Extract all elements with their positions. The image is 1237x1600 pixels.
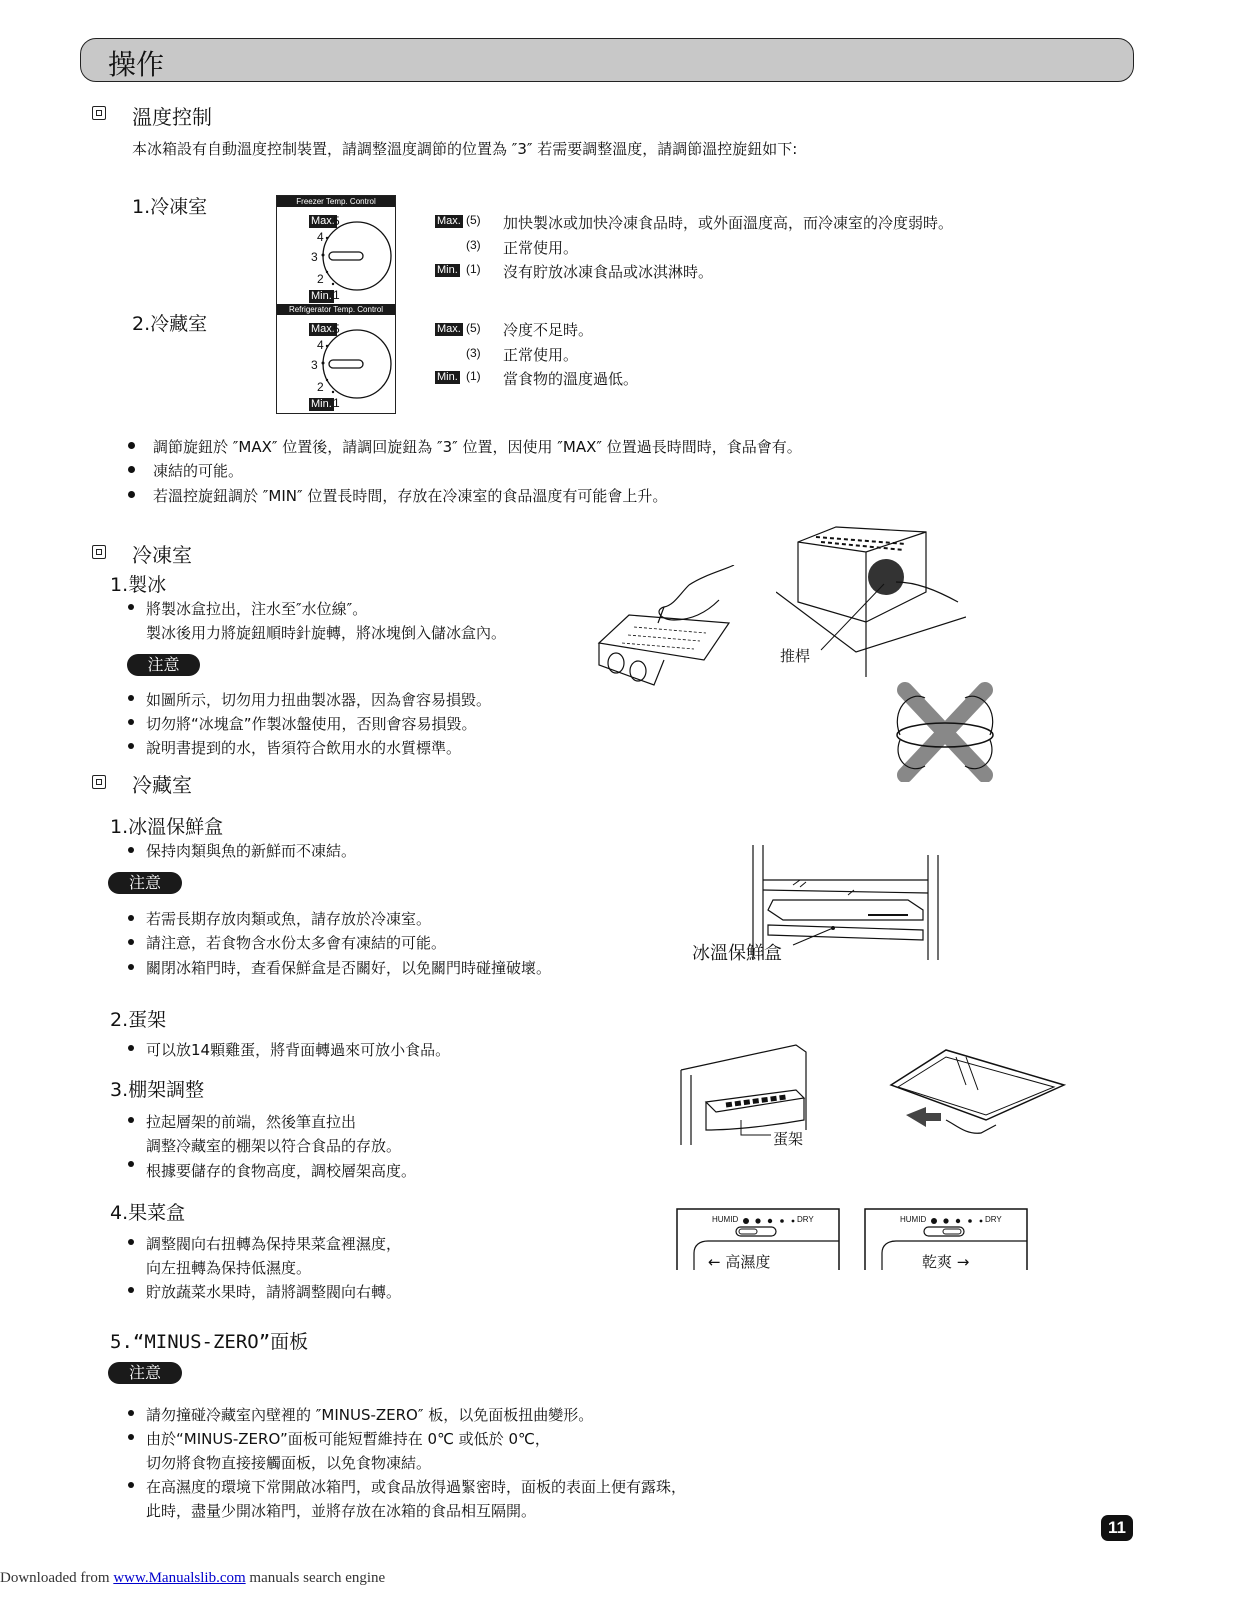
ice-line-1: 將製冰盒拉出，注水至″水位線″。 [146, 600, 368, 618]
chilled-note-2: 請注意，若食物含水份太多會有凍結的可能。 [146, 934, 447, 952]
refrigerator-row3-text: 當食物的溫度過低。 [503, 370, 639, 388]
chilled-box-line: 保持肉類與魚的新鮮而不凍結。 [146, 842, 357, 860]
dry-label: DRY [797, 1215, 814, 1224]
humid-label: HUMID [900, 1215, 927, 1224]
minus-zero-bullet-2a: 由於“MINUS-ZERO”面板可能短暫維持在 0℃ 或低於 0℃， [146, 1430, 550, 1448]
freezer-row1-level: (5) [466, 213, 481, 227]
ice-note-3: 說明書提到的水，皆須符合飲用水的水質標準。 [146, 739, 462, 757]
refrigerator-panel-title: Refrigerator Temp. Control [277, 304, 395, 315]
bullet-icon [128, 1287, 134, 1293]
crisper-line-2: 向左扭轉為保持低濕度。 [146, 1259, 312, 1277]
bullet-icon [128, 491, 135, 498]
temp-bullet-2: 凍結的可能。 [153, 462, 244, 480]
caution-badge: 注意 [108, 872, 182, 894]
shelf-line-2: 調整冷藏室的棚架以符合食品的存放。 [146, 1137, 402, 1155]
footer-prefix: Downloaded from [0, 1570, 114, 1586]
shelf-line-3: 根據要儲存的食物高度，調校層架高度。 [146, 1162, 417, 1180]
chilled-box-label: 冰溫保鮮盒 [692, 943, 782, 964]
temp-bullet-3: 若溫控旋鈕調於 ″MIN″ 位置長時間，存放在冷凍室的食品溫度有可能會上升。 [153, 487, 668, 505]
crisper-title: 4.果菜盒 [110, 1202, 186, 1224]
section-marker-icon [92, 775, 106, 789]
bullet-icon [128, 1410, 134, 1416]
refrigerator-label: 2.冷藏室 [132, 313, 208, 335]
freezer-n2: 2 [317, 272, 324, 286]
section-marker-icon [92, 106, 106, 120]
freezer-section-heading: 冷凍室 [132, 543, 192, 567]
freezer-row2-text: 正常使用。 [503, 239, 579, 257]
refrigerator-max-tag: Max. [311, 323, 335, 335]
freezer-row3-tag: Min. [437, 264, 458, 276]
temp-bullet-1: 調節旋鈕於 ″MAX″ 位置後，請調回旋鈕為 ″3″ 位置，因使用 ″MAX″ 位置過長時間時，食品會有。 [153, 438, 802, 456]
freezer-row3-text: 沒有貯放冰凍食品或冰淇淋時。 [503, 263, 714, 281]
bullet-icon [128, 964, 134, 970]
ice-note-2: 切勿將“冰塊盒”作製冰盤使用，否則會容易損毀。 [146, 715, 477, 733]
freezer-n5: 5 [333, 214, 340, 228]
freezer-max-tag: Max. [311, 215, 335, 227]
bullet-icon [128, 1161, 134, 1167]
refrigerator-min-tag: Min. [311, 398, 332, 410]
freezer-row3-level: (1) [466, 262, 481, 276]
chilled-note-1: 若需長期存放肉類或魚，請存放於冷凍室。 [146, 910, 432, 928]
freezer-row1-text: 加快製冰或加快冷凍食品時，或外面溫度高，而冷凍室的冷度弱時。 [503, 214, 954, 232]
lever-label: 推桿 [780, 647, 811, 665]
shelf-title: 3.棚架調整 [110, 1079, 205, 1101]
caution-badge: 注意 [108, 1362, 182, 1384]
bullet-icon [128, 1482, 134, 1488]
bullet-icon [128, 915, 134, 921]
dry-label: DRY [985, 1215, 1002, 1224]
freezer-row1-tag: Max. [437, 215, 461, 227]
refrigerator-row1-tag: Max. [437, 323, 461, 335]
freezer-row2-level: (3) [466, 238, 481, 252]
dry-setting-label: 乾爽 → [922, 1253, 970, 1271]
ice-tray-illustration [594, 565, 744, 705]
refrigerator-n4: 4 [317, 338, 324, 352]
chilled-box-title: 1.冰溫保鮮盒 [110, 816, 224, 838]
bullet-icon [128, 604, 134, 610]
minus-zero-bullet-1: 請勿撞碰冷藏室內壁裡的 ″MINUS-ZERO″ 板，以免面板扭曲變形。 [146, 1406, 594, 1424]
bullet-icon [128, 1117, 134, 1123]
shelf-removal-illustration [886, 1045, 1066, 1140]
bullet-icon [128, 1434, 134, 1440]
refrigerator-n5: 5 [333, 322, 340, 336]
egg-rack-label: 蛋架 [773, 1130, 804, 1148]
crisper-line-1: 調整閥向右扭轉為保持果菜盒裡濕度， [146, 1235, 402, 1253]
no-twisting-icon [880, 680, 1010, 782]
shelf-line-1: 拉起層架的前端，然後筆直拉出 [146, 1113, 357, 1131]
download-footer [0, 1570, 385, 1587]
bullet-icon [128, 847, 134, 853]
temp-control-heading: 溫度控制 [132, 105, 212, 129]
chilled-note-3: 關閉冰箱門時，查看保鮮盒是否關好，以免關門時碰撞破壞。 [146, 959, 552, 977]
bullet-icon [128, 442, 135, 449]
freezer-min-tag: Min. [311, 290, 332, 302]
refrigerator-row2-text: 正常使用。 [503, 346, 579, 364]
bullet-icon [128, 743, 134, 749]
minus-zero-bullet-2b: 切勿將食物直接接觸面板，以免食物凍結。 [146, 1454, 432, 1472]
refrigerator-row1-level: (5) [466, 321, 481, 335]
freezer-n1: 1 [333, 288, 340, 302]
bullet-icon [128, 695, 134, 701]
fridge-section-heading: 冷藏室 [132, 773, 192, 797]
temp-control-panel [276, 195, 396, 414]
egg-rack-line: 可以放14顆雞蛋，將背面轉過來可放小食品。 [146, 1041, 451, 1059]
minus-zero-bullet-3a: 在高濕度的環境下常開啟冰箱門，或食品放得過緊密時，面板的表面上便有露珠， [146, 1478, 687, 1496]
refrigerator-row2-level: (3) [466, 346, 481, 360]
bullet-icon [128, 939, 134, 945]
freezer-label: 1.冷凍室 [132, 196, 208, 218]
page-number: 11 [1101, 1515, 1133, 1541]
refrigerator-n1: 1 [333, 396, 340, 410]
humid-label: HUMID [712, 1215, 739, 1224]
minus-zero-bullet-3b: 此時，盡量少開冰箱門，並將存放在冰箱的食品相互隔開。 [146, 1502, 537, 1520]
refrigerator-n2: 2 [317, 380, 324, 394]
manualslib-link[interactable]: www.Manualslib.com [113, 1570, 246, 1586]
freezer-n4: 4 [317, 230, 324, 244]
refrigerator-row3-tag: Min. [437, 371, 458, 383]
temp-control-intro: 本冰箱設有自動溫度控制裝置，請調整溫度調節的位置為 ″3″ 若需要調整溫度，請調節溫控旋鈕如下: [132, 140, 798, 158]
crisper-line-3: 貯放蔬菜水果時，請將調整閥向右轉。 [146, 1283, 402, 1301]
refrigerator-row1-text: 冷度不足時。 [503, 321, 594, 339]
caution-badge: 注意 [127, 654, 200, 676]
ice-line-2: 製冰後用力將旋鈕順時針旋轉，將冰塊倒入儲冰盒內。 [146, 624, 507, 642]
page-title: 操作 [108, 48, 165, 81]
footer-suffix: manuals search engine [245, 1570, 386, 1586]
bullet-icon [128, 1239, 134, 1245]
refrigerator-row3-level: (1) [466, 369, 481, 383]
freezer-n3: 3 [311, 250, 318, 264]
high-humidity-label: ← 高濕度 [708, 1253, 771, 1271]
ice-making-title: 1.製冰 [110, 574, 167, 596]
title-bar [80, 38, 1134, 82]
bullet-icon [128, 719, 134, 725]
freezer-panel-title: Freezer Temp. Control [277, 196, 395, 207]
refrigerator-n3: 3 [311, 358, 318, 372]
ice-note-1: 如圖所示，切勿用力扭曲製冰器，因為會容易損毀。 [146, 691, 492, 709]
bullet-icon [128, 466, 135, 473]
egg-rack-title: 2.蛋架 [110, 1009, 167, 1031]
section-marker-icon [92, 545, 106, 559]
minus-zero-title: 5.“MINUS-ZERO”面板 [110, 1331, 309, 1353]
bullet-icon [128, 1045, 134, 1051]
